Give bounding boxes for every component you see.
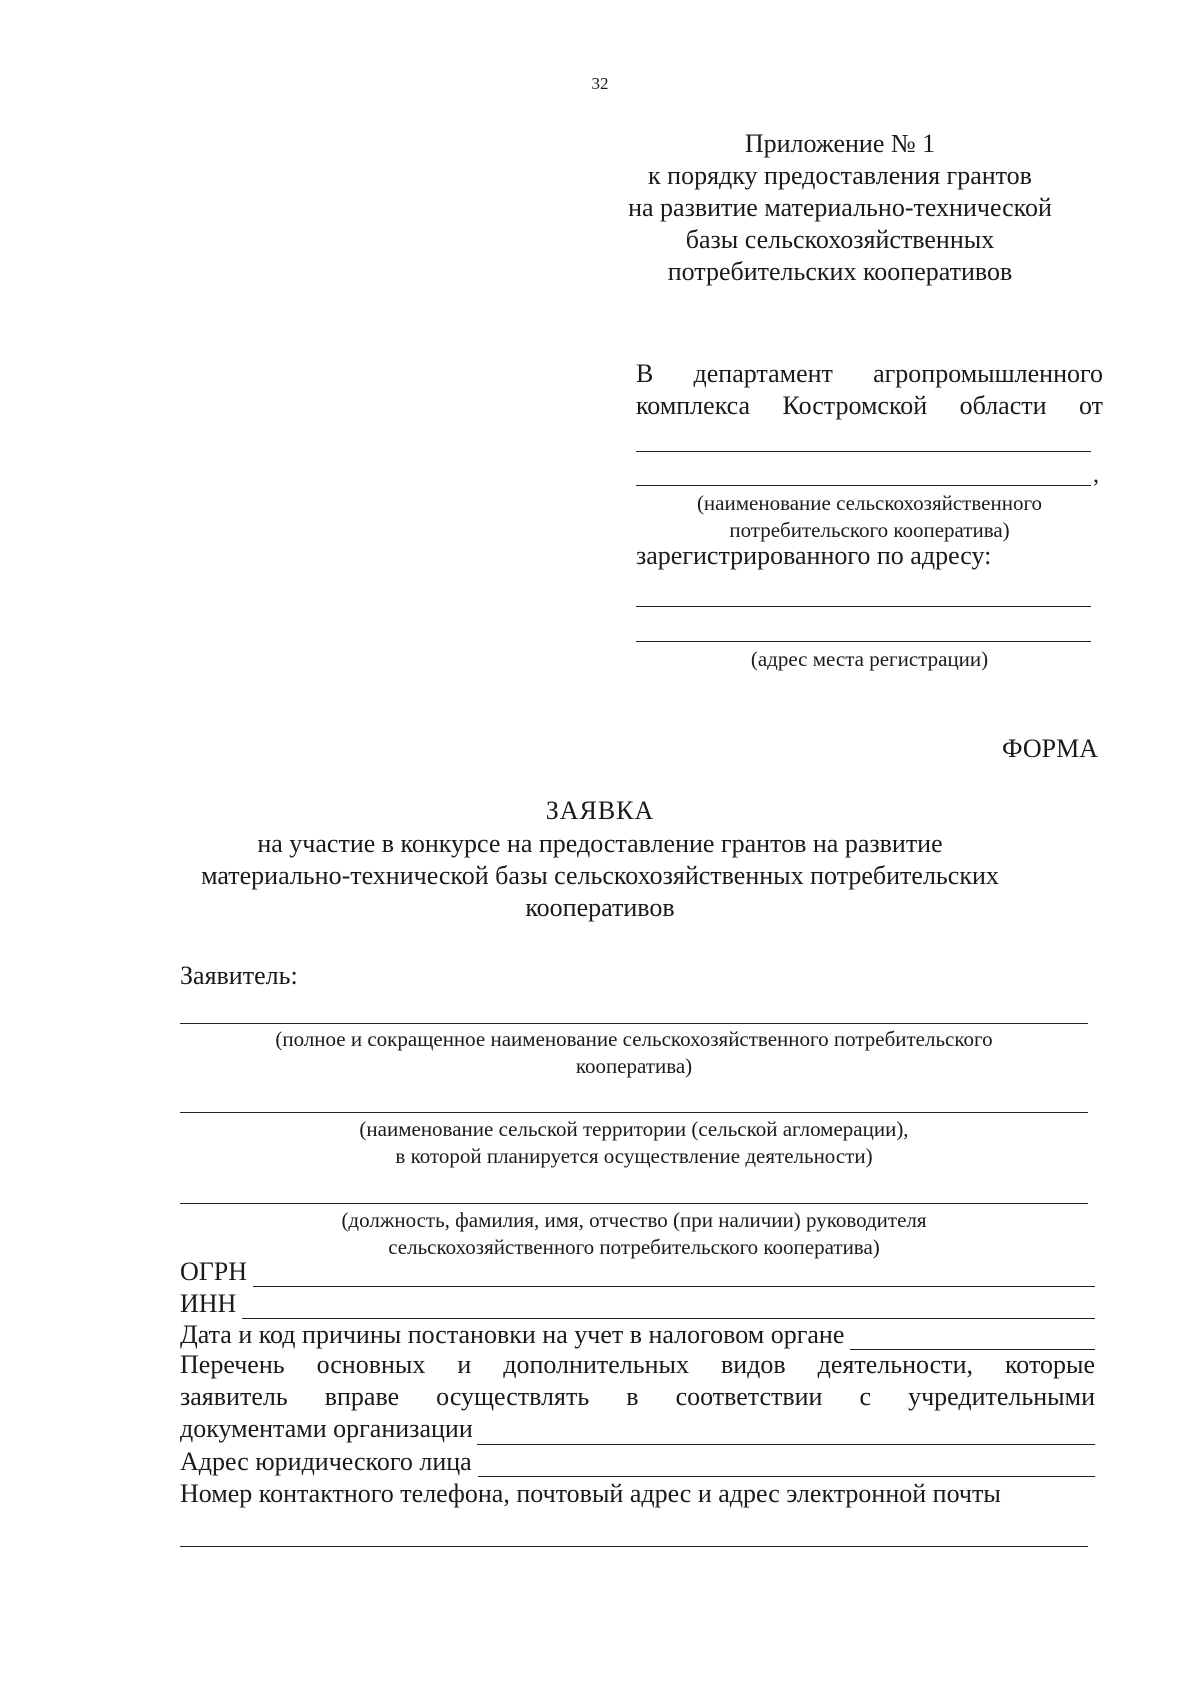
activities-line: документами организации xyxy=(180,1414,473,1443)
hint-line: потребительского кооператива) xyxy=(729,518,1010,542)
cooperative-name-line-1[interactable] xyxy=(636,451,1091,452)
hint-line: сельскохозяйственного потребительского кооператива) xyxy=(388,1235,880,1259)
contacts-label: Номер контактного телефона, почтовый адрес и адрес электронной почты xyxy=(180,1479,1001,1508)
legal-address-label: Адрес юридического лица xyxy=(180,1447,472,1476)
hint-line: (наименование сельскохозяйственного xyxy=(696,491,1043,515)
hint-line: (должность, фамилия, имя, отчество (при наличии) руководителя xyxy=(341,1208,927,1232)
legal-address-row xyxy=(180,1447,1095,1477)
hint-line: в которой планируется осуществление деятельности) xyxy=(395,1144,873,1168)
inn-label: ИНН xyxy=(180,1289,237,1318)
inn-input-line[interactable] xyxy=(242,1296,1095,1319)
head-person-line[interactable] xyxy=(180,1203,1088,1204)
document-subtitle xyxy=(180,828,1020,924)
address-line-2[interactable] xyxy=(636,641,1091,642)
activities-line: заявитель вправе осуществлять в соответствии с учредительными xyxy=(180,1382,1095,1411)
legal-address-input-line[interactable] xyxy=(478,1454,1095,1477)
hint-line: кооператива) xyxy=(575,1054,693,1078)
cooperative-name-line-2[interactable] xyxy=(636,485,1091,486)
document-title: ЗАЯВКА xyxy=(545,796,655,825)
rural-territory-line[interactable] xyxy=(180,1112,1088,1113)
activities-paragraph xyxy=(180,1349,1095,1445)
address-hint: (адрес места регистрации) xyxy=(750,647,989,671)
hint-line: (наименование сельской территории (сельской агломерации), xyxy=(359,1117,909,1141)
appendix-line: базы сельскохозяйственных xyxy=(685,225,995,254)
address-line-1[interactable] xyxy=(636,606,1091,607)
addressee-line: В департамент агропромышленного xyxy=(636,359,1103,388)
cooperative-name-hint xyxy=(636,490,1103,544)
ogrn-input-line[interactable] xyxy=(253,1264,1095,1287)
head-person-hint xyxy=(180,1207,1088,1261)
comma: , xyxy=(1093,462,1099,488)
activities-line: Перечень основных и дополнительных видов деятельности, которые xyxy=(180,1350,1095,1379)
contacts-input-line[interactable] xyxy=(180,1546,1088,1547)
tax-registration-row xyxy=(180,1320,1095,1350)
activities-input-line[interactable] xyxy=(477,1422,1095,1445)
appendix-line: Приложение № 1 xyxy=(744,129,936,158)
addressee-block xyxy=(636,358,1103,422)
hint-line: (полное и сокращенное наименование сельскохозяйственного потребительского xyxy=(275,1027,993,1051)
registered-address-label: зарегистрированного по адресу: xyxy=(636,541,992,570)
appendix-line: потребительских кооперативов xyxy=(667,257,1013,286)
subtitle-line: на участие в конкурсе на предоставление грантов на развитие xyxy=(257,829,943,858)
subtitle-line: материально-технической базы сельскохозяйственных потребительских xyxy=(201,861,999,890)
appendix-line: на развитие материально-технической xyxy=(628,193,1052,222)
ogrn-row xyxy=(180,1257,1095,1287)
applicant-name-line[interactable] xyxy=(180,1023,1088,1024)
appendix-header xyxy=(590,128,1090,288)
contacts-row xyxy=(180,1479,1095,1509)
tax-registration-input-line[interactable] xyxy=(850,1327,1095,1350)
subtitle-line: кооперативов xyxy=(525,893,675,922)
form-label: ФОРМА xyxy=(1002,734,1098,763)
activities-last-line xyxy=(180,1413,1095,1445)
addressee-line: комплекса Костромской области от xyxy=(636,391,1103,420)
inn-row xyxy=(180,1289,1095,1319)
appendix-line: к порядку предоставления грантов xyxy=(648,161,1032,190)
applicant-name-hint xyxy=(180,1026,1088,1080)
applicant-label: Заявитель: xyxy=(180,961,298,990)
rural-territory-hint xyxy=(180,1116,1088,1170)
ogrn-label: ОГРН xyxy=(180,1257,248,1286)
page-number: 32 xyxy=(591,74,609,93)
tax-registration-label: Дата и код причины постановки на учет в налоговом органе xyxy=(180,1320,845,1349)
